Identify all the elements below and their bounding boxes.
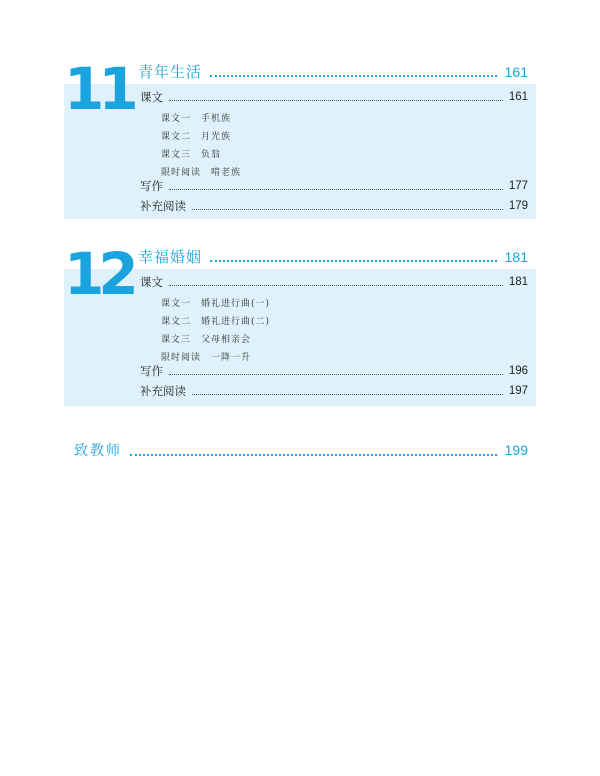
lesson-tag: 课文二 bbox=[161, 132, 192, 142]
unit-11-page: 161 bbox=[504, 63, 528, 80]
lesson-name: 婚礼进行曲(二) bbox=[201, 317, 271, 327]
toc-row-supplementary-reading[interactable] bbox=[140, 383, 528, 399]
lesson-item[interactable] bbox=[161, 314, 280, 327]
lesson-item[interactable] bbox=[161, 165, 251, 178]
unit-12-number: 12 bbox=[64, 240, 133, 308]
lesson-item[interactable] bbox=[161, 111, 241, 124]
toc-row-page: 181 bbox=[508, 276, 528, 288]
toc-row-writing[interactable] bbox=[140, 363, 528, 379]
lesson-tag: 限时阅读 bbox=[161, 353, 202, 363]
toc-row-label: 写作 bbox=[140, 179, 163, 193]
lesson-item[interactable] bbox=[161, 147, 231, 160]
leader-dots bbox=[192, 208, 503, 210]
toc-row-label: 补充阅读 bbox=[140, 384, 186, 398]
lesson-item[interactable] bbox=[161, 296, 280, 309]
lesson-tag: 课文三 bbox=[161, 150, 192, 160]
toc-row-lesson[interactable] bbox=[140, 274, 528, 290]
lesson-name: 月光族 bbox=[201, 132, 232, 142]
unit-12-section bbox=[64, 241, 536, 408]
lesson-item[interactable] bbox=[161, 129, 241, 142]
lesson-tag: 课文一 bbox=[161, 114, 192, 124]
toc-row-label: 写作 bbox=[140, 364, 163, 378]
leader-dots bbox=[169, 284, 503, 286]
to-teachers-entry[interactable] bbox=[74, 440, 528, 460]
lesson-name: 一降一升 bbox=[211, 353, 252, 363]
unit-11-section bbox=[64, 56, 536, 221]
lesson-tag: 限时阅读 bbox=[161, 168, 202, 178]
unit-11-heading[interactable] bbox=[138, 61, 528, 82]
lesson-name: 手机族 bbox=[201, 114, 232, 124]
unit-12-title: 幸福婚姻 bbox=[138, 248, 203, 266]
lesson-name: 父母相亲会 bbox=[201, 335, 252, 345]
toc-row-page: 177 bbox=[508, 180, 528, 192]
leader-dots bbox=[210, 74, 497, 77]
to-teachers-page: 199 bbox=[504, 442, 528, 458]
toc-row-page: 196 bbox=[508, 365, 528, 377]
unit-12-heading[interactable] bbox=[138, 246, 528, 267]
unit-11-number: 11 bbox=[64, 55, 133, 123]
lesson-name: 婚礼进行曲(一) bbox=[201, 299, 271, 309]
leader-dots bbox=[169, 99, 503, 101]
lesson-item[interactable] bbox=[161, 350, 261, 363]
toc-row-page: 179 bbox=[508, 200, 528, 212]
toc-row-writing[interactable] bbox=[140, 178, 528, 194]
leader-dots bbox=[192, 393, 503, 395]
leader-dots bbox=[210, 259, 497, 262]
toc-row-label: 课文 bbox=[140, 275, 163, 289]
lesson-item[interactable] bbox=[161, 332, 261, 345]
lesson-tag: 课文一 bbox=[161, 299, 192, 309]
lesson-tag: 课文二 bbox=[161, 317, 192, 327]
lesson-name: 啃老族 bbox=[211, 168, 242, 178]
toc-row-lesson[interactable] bbox=[140, 89, 528, 105]
unit-11-title: 青年生活 bbox=[138, 63, 203, 81]
leader-dots bbox=[130, 453, 497, 456]
unit-12-page: 181 bbox=[504, 248, 528, 265]
to-teachers-title: 致教师 bbox=[74, 443, 122, 459]
lesson-tag: 课文三 bbox=[161, 335, 192, 345]
toc-row-label: 课文 bbox=[140, 90, 163, 104]
toc-row-label: 补充阅读 bbox=[140, 199, 186, 213]
toc-row-page: 197 bbox=[508, 385, 528, 397]
toc-row-supplementary-reading[interactable] bbox=[140, 198, 528, 214]
lesson-name: 负翁 bbox=[201, 150, 222, 160]
leader-dots bbox=[169, 188, 503, 190]
leader-dots bbox=[169, 373, 503, 375]
toc-row-page: 161 bbox=[508, 91, 528, 103]
